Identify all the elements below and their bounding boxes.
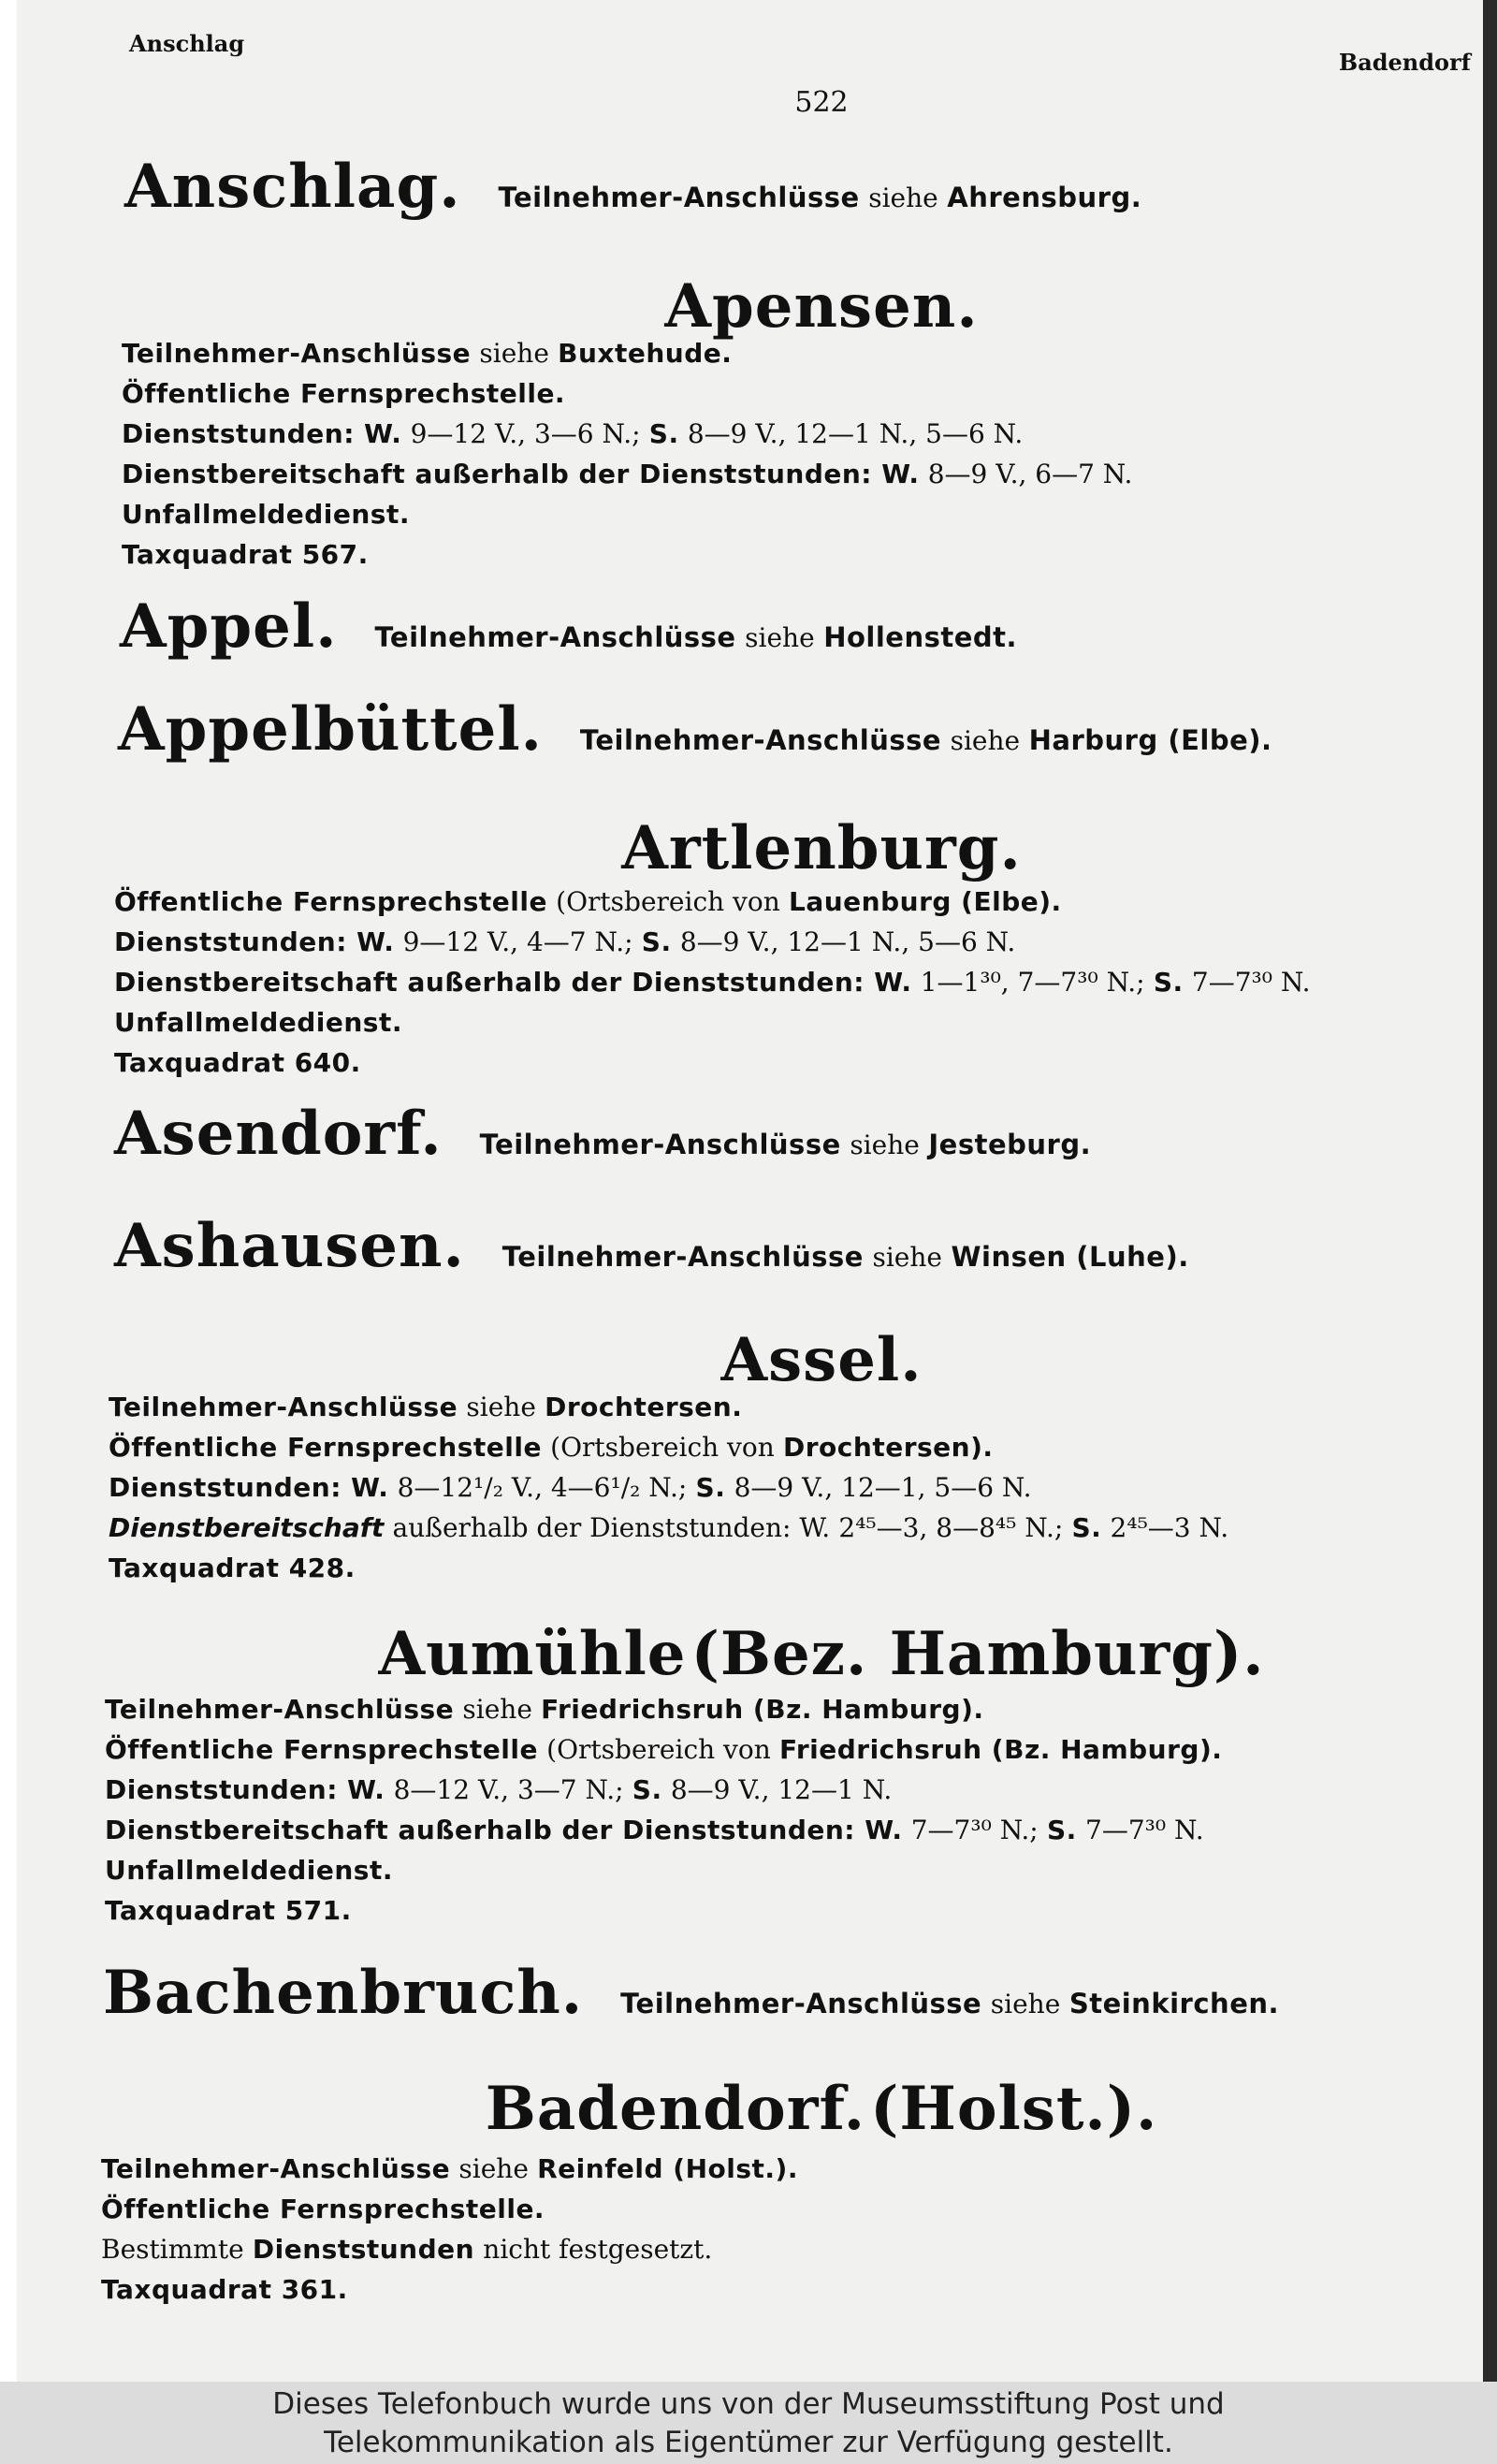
entry-subscriber-label: Teilnehmer-Anschlüsse: [498, 182, 860, 213]
running-head-right: Badendorf: [1338, 49, 1471, 76]
entry-line: Dienstbereitschaft außerhalb der Dienststunden: W. 2⁴⁵—3, 8—8⁴⁵ N.; S. 2⁴⁵—3 N.: [109, 1512, 1229, 1543]
entry-line: Teilnehmer-Anschlüsse siehe Drochtersen.: [109, 1392, 743, 1422]
entry-ashausen: Ashausen. Teilnehmer-Anschlüsse siehe Winsen (Luhe).: [114, 1211, 1189, 1281]
entry-line: Taxquadrat 640.: [114, 1047, 361, 1078]
entry-line: Taxquadrat 428.: [109, 1553, 356, 1583]
entry-title: Appelbüttel.: [118, 694, 543, 765]
footer-line-2: Telekommunikation als Eigentümer zur Verfügung gestellt.: [324, 2426, 1173, 2459]
entry-apensen-body: [122, 333, 1132, 575]
entry-line: Unfallmeldedienst.: [114, 1007, 402, 1038]
entry-anschlag: [124, 152, 1142, 222]
entry-title: Asendorf.: [114, 1099, 443, 1169]
entry-appel: Appel. Teilnehmer-Anschlüsse siehe Hollenstedt.: [120, 591, 1018, 662]
entry-line: Öffentliche Fernsprechstelle.: [122, 378, 566, 409]
entry-line: Öffentliche Fernsprechstelle.: [101, 2194, 545, 2224]
scanned-page: [17, 0, 1493, 2382]
entry-line: Öffentliche Fernsprechstelle (Ortsbereich von Friedrichsruh (Bz. Hamburg).: [105, 1734, 1223, 1765]
provenance-footer: [0, 2382, 1497, 2464]
entry-artlenburg-body: [114, 882, 1310, 1083]
entry-artlenburg-title: Artlenburg.: [621, 813, 1022, 883]
entry-line: Öffentliche Fernsprechstelle (Ortsbereich von Drochtersen).: [109, 1432, 994, 1463]
entry-line: Teilnehmer-Anschlüsse siehe Buxtehude.: [122, 338, 733, 369]
entry-title: Bachenbruch.: [103, 1958, 584, 2028]
entry-line: Taxquadrat 361.: [101, 2274, 348, 2305]
entry-line: Dienstbereitschaft außerhalb der Dienststunden: W. 8—9 V., 6—7 N.: [122, 459, 1133, 489]
entry-line: Bestimmte Dienststunden nicht festgesetzt.: [101, 2234, 713, 2265]
entry-assel-body: [109, 1387, 1228, 1588]
entry-title: Appel.: [120, 591, 338, 662]
scan-right-edge: [1483, 0, 1497, 2382]
entry-aumuehle-title: Aumühle (Bez. Hamburg).: [378, 1619, 1265, 1689]
entry-line: Unfallmeldedienst.: [122, 499, 410, 530]
entry-line: Dienstbereitschaft außerhalb der Dienststunden: W. 7—7³⁰ N.; S. 7—7³⁰ N.: [105, 1815, 1204, 1845]
entry-line: Dienstbereitschaft außerhalb der Dienststunden: W. 1—1³⁰, 7—7³⁰ N.; S. 7—7³⁰ N.: [114, 967, 1311, 998]
entry-line: Teilnehmer-Anschlüsse siehe Reinfeld (Holst.).: [101, 2153, 798, 2184]
entry-see: siehe: [868, 182, 938, 213]
entry-line: Dienststunden: W. 9—12 V., 3—6 N.; S. 8—9 V., 12—1 N., 5—6 N.: [122, 418, 1024, 449]
entry-asendorf: Asendorf. Teilnehmer-Anschlüsse siehe Jesteburg.: [114, 1099, 1092, 1169]
entry-reference: Ahrensburg.: [947, 182, 1142, 213]
entry-apensen-title: Apensen.: [664, 271, 979, 342]
entry-line: Teilnehmer-Anschlüsse siehe Friedrichsruh (Bz. Hamburg).: [105, 1694, 984, 1725]
running-head-left: Anschlag: [129, 30, 245, 57]
entry-line: Dienststunden: W. 9—12 V., 4—7 N.; S. 8—9 V., 12—1 N., 5—6 N.: [114, 926, 1016, 957]
entry-line: Taxquadrat 571.: [105, 1895, 352, 1926]
entry-line: Öffentliche Fernsprechstelle (Ortsbereich von Lauenburg (Elbe).: [114, 886, 1062, 917]
entry-appelbuettel: Appelbüttel. Teilnehmer-Anschlüsse siehe Harburg (Elbe).: [118, 694, 1272, 765]
entry-badendorf-title: Badendorf. (Holst.).: [485, 2074, 1158, 2144]
entry-title: Anschlag.: [124, 152, 461, 222]
entry-line: Taxquadrat 567.: [122, 539, 369, 570]
entry-line: Dienststunden: W. 8—12 V., 3—7 N.; S. 8—9 V., 12—1 N.: [105, 1774, 893, 1805]
entry-line: Dienststunden: W. 8—12¹/₂ V., 4—6¹/₂ N.; S. 8—9 V., 12—1, 5—6 N.: [109, 1472, 1032, 1503]
entry-aumuehle-body: [105, 1689, 1222, 1931]
entry-title: Ashausen.: [114, 1211, 465, 1281]
entry-line: Unfallmeldedienst.: [105, 1855, 393, 1886]
entry-badendorf-body: [101, 2149, 798, 2310]
page-number: 522: [794, 86, 849, 119]
entry-assel-title: Assel.: [720, 1325, 923, 1395]
entry-bachenbruch: Bachenbruch. Teilnehmer-Anschlüsse siehe Steinkirchen.: [103, 1958, 1280, 2028]
footer-line-1: Dieses Telefonbuch wurde uns von der Museumsstiftung Post und: [272, 2387, 1225, 2421]
